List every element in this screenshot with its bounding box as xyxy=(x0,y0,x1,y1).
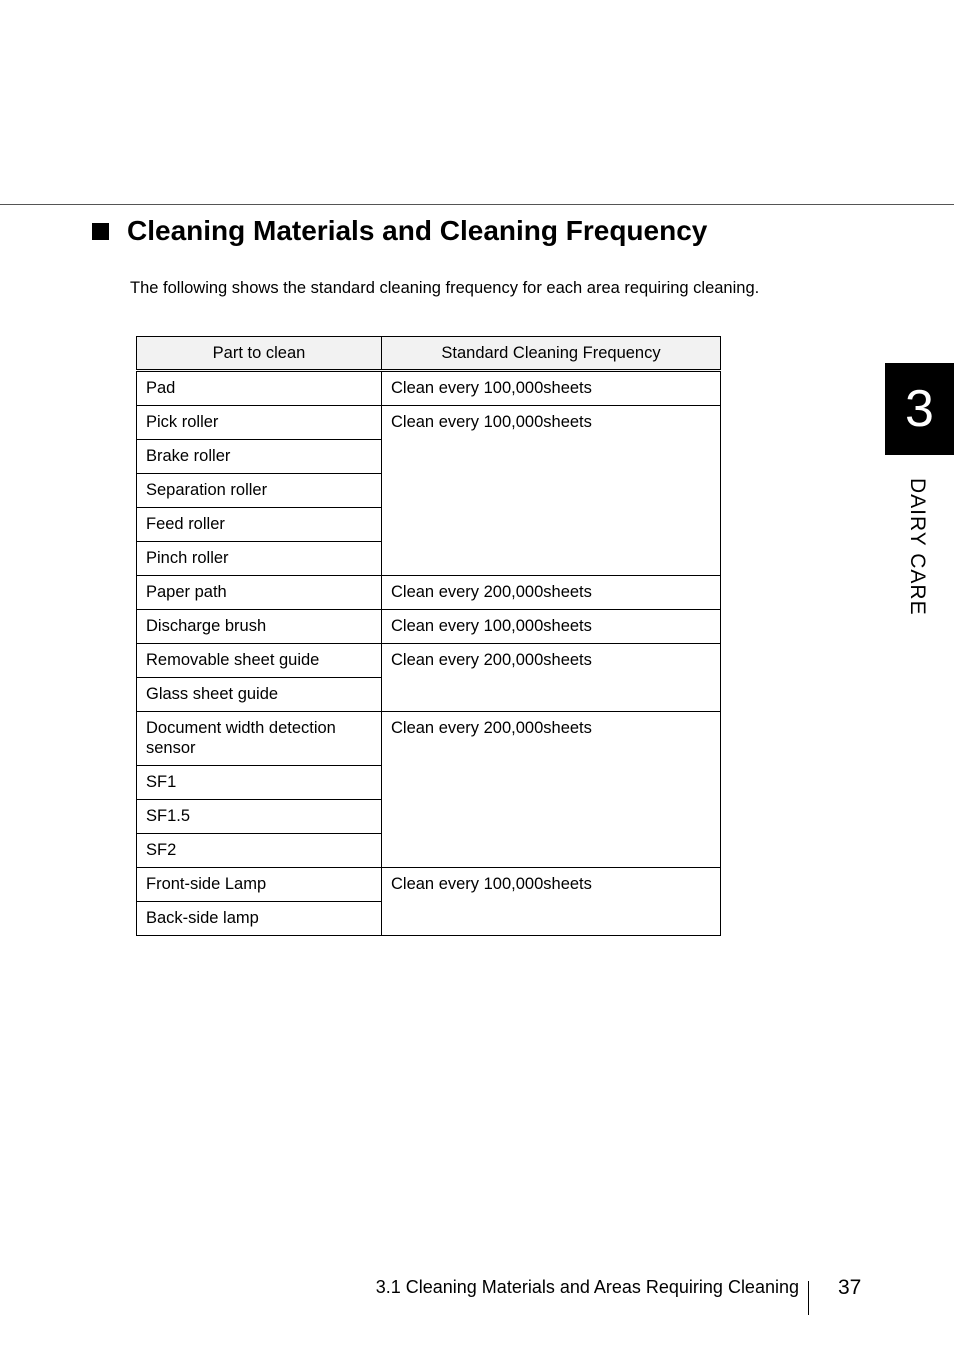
part-cell: Brake roller xyxy=(137,440,382,474)
cleaning-frequency-table xyxy=(136,336,721,936)
table-header-row xyxy=(137,337,721,371)
frequency-cell: Clean every 200,000sheets xyxy=(382,712,721,868)
part-cell: Pinch roller xyxy=(137,542,382,576)
frequency-cell: Clean every 200,000sheets xyxy=(382,644,721,712)
footer-divider xyxy=(808,1281,809,1315)
square-bullet-icon xyxy=(92,223,109,240)
part-cell: SF1.5 xyxy=(137,800,382,834)
table-row xyxy=(137,406,721,440)
frequency-cell: Clean every 100,000sheets xyxy=(382,371,721,406)
frequency-cell: Clean every 100,000sheets xyxy=(382,610,721,644)
chapter-title: DAIRY CARE xyxy=(906,478,929,616)
table-row xyxy=(137,576,721,610)
part-cell: Paper path xyxy=(137,576,382,610)
top-rule xyxy=(0,204,954,205)
section-heading-text: Cleaning Materials and Cleaning Frequency xyxy=(127,215,708,246)
section-heading xyxy=(92,212,707,250)
table-row xyxy=(137,644,721,678)
part-cell: Discharge brush xyxy=(137,610,382,644)
part-cell: Back-side lamp xyxy=(137,902,382,936)
table-row xyxy=(137,371,721,406)
part-cell: Pick roller xyxy=(137,406,382,440)
frequency-cell: Clean every 100,000sheets xyxy=(382,406,721,576)
table-row xyxy=(137,712,721,766)
part-cell: Glass sheet guide xyxy=(137,678,382,712)
table-row xyxy=(137,610,721,644)
frequency-cell: Clean every 100,000sheets xyxy=(382,868,721,936)
intro-paragraph: The following shows the standard cleaning frequency for each area requiring cleaning. xyxy=(130,279,760,297)
column-header-part: Part to clean xyxy=(137,337,382,371)
part-cell: Feed roller xyxy=(137,508,382,542)
part-cell: SF1 xyxy=(137,766,382,800)
column-header-frequency: Standard Cleaning Frequency xyxy=(382,337,721,371)
part-cell: Separation roller xyxy=(137,474,382,508)
part-cell: SF2 xyxy=(137,834,382,868)
page-number: 37 xyxy=(838,1276,862,1299)
table-row xyxy=(137,868,721,902)
part-cell: Pad xyxy=(137,371,382,406)
part-cell: Front-side Lamp xyxy=(137,868,382,902)
chapter-number: 3 xyxy=(905,380,934,438)
chapter-number-tab xyxy=(885,363,954,455)
part-cell: Removable sheet guide xyxy=(137,644,382,678)
part-cell: Document width detection sensor xyxy=(137,712,382,766)
frequency-cell: Clean every 200,000sheets xyxy=(382,576,721,610)
footer-section-title: 3.1 Cleaning Materials and Areas Requiring Cleaning xyxy=(375,1277,799,1297)
